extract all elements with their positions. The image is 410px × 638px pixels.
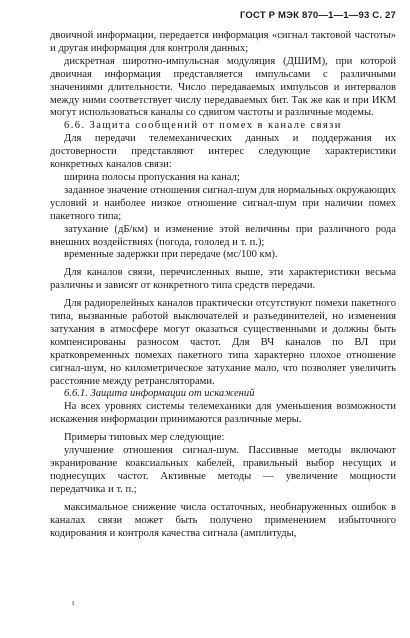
paragraph: заданное значение отношения сигнал-шум для нормальных окружающих условий и наиболее низкое отношение сигнал-шум при наличии помех пакетного типа; [50, 184, 396, 222]
section-heading: 6.6. Защита сообщений от помех в канале связи [64, 120, 342, 132]
paragraph: Для радиорелейных каналов практически отсутствуют помехи пакетного типа, вызванные работой выключателей и разъединителей, но изменения затухания в атмосфере могут оказаться существенными и должны быть компенсированы разносом частот. Для ВЧ каналов по ВЛ при кратковременных помехах пакетного типа характерно плохое отношение сигнал-шум, но километрическое затухание мало, что позволяет увеличить расстояние между ретрансляторами. [50, 298, 396, 387]
page-mark: ı [72, 598, 75, 607]
paragraph: улучшение отношения сигнал-шум. Пассивные методы включают экранирование коаксиальных кабелей, правильный выбор несущих и поднесущих частот. Активные методы — увеличение мощности передатчика и т. п.; [50, 445, 396, 495]
paragraph: временные задержки при передаче (мс/100 км). [64, 249, 278, 261]
paragraph: затухание (дБ/км) и изменение этой величины при различного рода внешних воздействиях (погода, гололед и т. п.); [50, 223, 396, 248]
paragraph: ширина полосы пропускания на канал; [64, 171, 240, 183]
paragraph: Для каналов связи, перечисленных выше, эти характеристики весьма различны и зависят от конкретного типа средств передачи. [50, 267, 396, 292]
paragraph: двоичной информации, передается информация «сигнал тактовой частоты» и другая информация для контроля данных; [50, 30, 396, 54]
document-page [50, 10, 396, 540]
paragraph: Примеры типовых мер следующие: [64, 432, 225, 444]
paragraph: максимальное снижение числа остаточных, необнаруженных ошибок в каналах связи может быть получено применением избыточного кодирования и контроля качества сигнала (амплитуды, [50, 501, 396, 539]
paragraph: дискретная широтно-импульсная модуляция (ДШИМ), при которой двоичная информация представляется импульсами с различными значениями длительности. Число передаваемых импульсов и интервалов между ними соответствует числу передаваемых бит. Так же как и при ИКМ могут использоваться каналы со сдвигом частоты и различные модемы. [50, 55, 396, 119]
page-header: ГОСТ Р МЭК 870—1—1—93 С. 27 [239, 10, 396, 21]
document-body [50, 30, 396, 540]
section-heading: 6.6.1. Защита информации от искажений [64, 388, 255, 400]
paragraph: На всех уровнях системы телемеханики для уменьшения возможности искажения информации принимаются различные меры. [50, 401, 396, 426]
paragraph: Для передачи телемеханических данных и поддержания их достоверности представляют интерес следующие характеристики конкретных каналов связи: [50, 133, 396, 171]
